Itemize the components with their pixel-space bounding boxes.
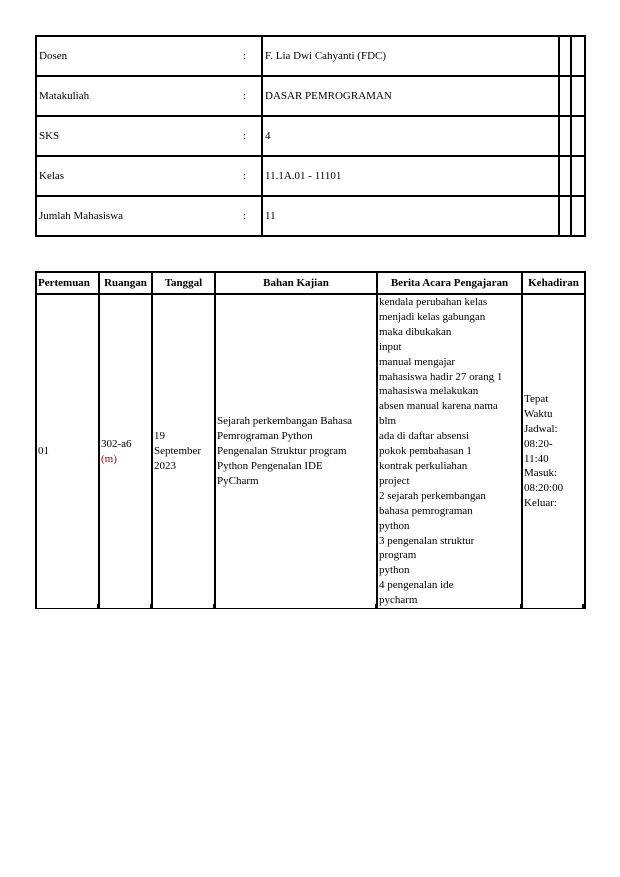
header-ruangan: Ruangan: [99, 272, 152, 294]
cell-tanggal: [152, 294, 215, 609]
info-colon: :: [238, 156, 262, 196]
course-info-table: [35, 35, 586, 237]
cell-line: Pengenalan Struktur program: [217, 445, 347, 458]
cell-line: Python Pengenalan IDE: [217, 459, 323, 472]
cell-line: Sejarah perkembangan Bahasa: [217, 415, 352, 428]
cell-line: ada di daftar absensi: [379, 430, 470, 443]
table-continuation: [35, 604, 584, 608]
header-pertemuan: Pertemuan: [36, 272, 99, 294]
info-row: [36, 156, 585, 196]
info-blank-b: [571, 76, 585, 116]
header-berita-acara: Berita Acara Pengajaran: [377, 272, 522, 294]
ruangan-code: 302-a6: [101, 437, 132, 450]
info-blank-a: [559, 36, 571, 76]
info-colon: :: [238, 196, 262, 236]
info-value: 11.1A.01 - 11101: [262, 156, 559, 196]
cell-line: Tepat: [524, 392, 549, 405]
info-blank-b: [571, 196, 585, 236]
cell-berita-acara: [377, 294, 522, 609]
cell-line: mahasiswa melakukan: [379, 385, 479, 398]
info-blank-b: [571, 36, 585, 76]
schedule-table: [35, 271, 586, 609]
cell-line: Jadwal:: [524, 422, 558, 435]
info-label: Jumlah Mahasiswa: [36, 196, 238, 236]
header-kehadiran: Kehadiran: [522, 272, 585, 294]
info-blank-a: [559, 156, 571, 196]
cell-pertemuan: 01: [36, 294, 99, 609]
info-label: Dosen: [36, 36, 238, 76]
cell-line: 19: [154, 430, 165, 443]
info-colon: :: [238, 76, 262, 116]
info-value: 4: [262, 116, 559, 156]
cell-line: 2023: [154, 459, 176, 472]
cell-line: blm: [379, 415, 397, 428]
cell-line: program: [379, 549, 417, 562]
cell-line: Masuk:: [524, 467, 557, 480]
info-blank-a: [559, 116, 571, 156]
cell-line: kontrak perkuliahan: [379, 459, 468, 472]
info-colon: :: [238, 36, 262, 76]
cell-line: pokok pembahasan 1: [379, 445, 472, 458]
cell-line: 3 pengenalan struktur: [379, 534, 475, 547]
header-bahan-kajian: Bahan Kajian: [215, 272, 377, 294]
cell-line: menjadi kelas gabungan: [379, 310, 486, 323]
info-label: Kelas: [36, 156, 238, 196]
cell-line: September: [154, 445, 202, 458]
info-row: [36, 36, 585, 76]
cell-line: Keluar:: [524, 497, 557, 510]
info-value: DASAR PEMROGRAMAN: [262, 76, 559, 116]
cell-ruangan: [99, 294, 152, 609]
cell-line: Waktu: [524, 407, 553, 420]
cell-line: pycharm: [379, 594, 418, 607]
cell-line: 2 sejarah perkembangan: [379, 489, 486, 502]
cell-kehadiran: [522, 294, 585, 609]
info-value: 11: [262, 196, 559, 236]
cell-line: Pemrograman Python: [217, 430, 313, 443]
cell-line: maka dibukakan: [379, 325, 452, 338]
cell-line: mahasiswa hadir 27 orang 1: [379, 370, 503, 383]
cell-line: python: [379, 519, 410, 532]
info-blank-b: [571, 156, 585, 196]
cell-line: 08:20:00: [524, 482, 564, 495]
info-row: [36, 76, 585, 116]
cell-line: manual mengajar: [379, 355, 456, 368]
header-tanggal: Tanggal: [152, 272, 215, 294]
info-value: F. Lia Dwi Cahyanti (FDC): [262, 36, 559, 76]
cell-line: kendala perubahan kelas: [379, 296, 488, 308]
cell-line: PyCharm: [217, 474, 259, 487]
ruangan-tag: (m): [101, 452, 117, 465]
cell-bahan-kajian: [215, 294, 377, 609]
cell-line: absen manual karena nama: [379, 400, 498, 413]
cell-line: input: [379, 340, 402, 353]
schedule-header-row: [36, 272, 585, 294]
info-label: SKS: [36, 116, 238, 156]
table-row: [36, 294, 585, 609]
info-row: [36, 116, 585, 156]
cell-line: project: [379, 474, 410, 487]
info-blank-a: [559, 76, 571, 116]
info-blank-a: [559, 196, 571, 236]
cell-line: 4 pengenalan ide: [379, 579, 454, 592]
info-colon: :: [238, 116, 262, 156]
cell-line: python: [379, 564, 410, 577]
info-row: [36, 196, 585, 236]
cell-line: 08:20-: [524, 437, 553, 450]
cell-line: bahasa pemrograman: [379, 504, 473, 517]
cell-line: 11:40: [524, 452, 549, 465]
info-blank-b: [571, 116, 585, 156]
info-label: Matakuliah: [36, 76, 238, 116]
